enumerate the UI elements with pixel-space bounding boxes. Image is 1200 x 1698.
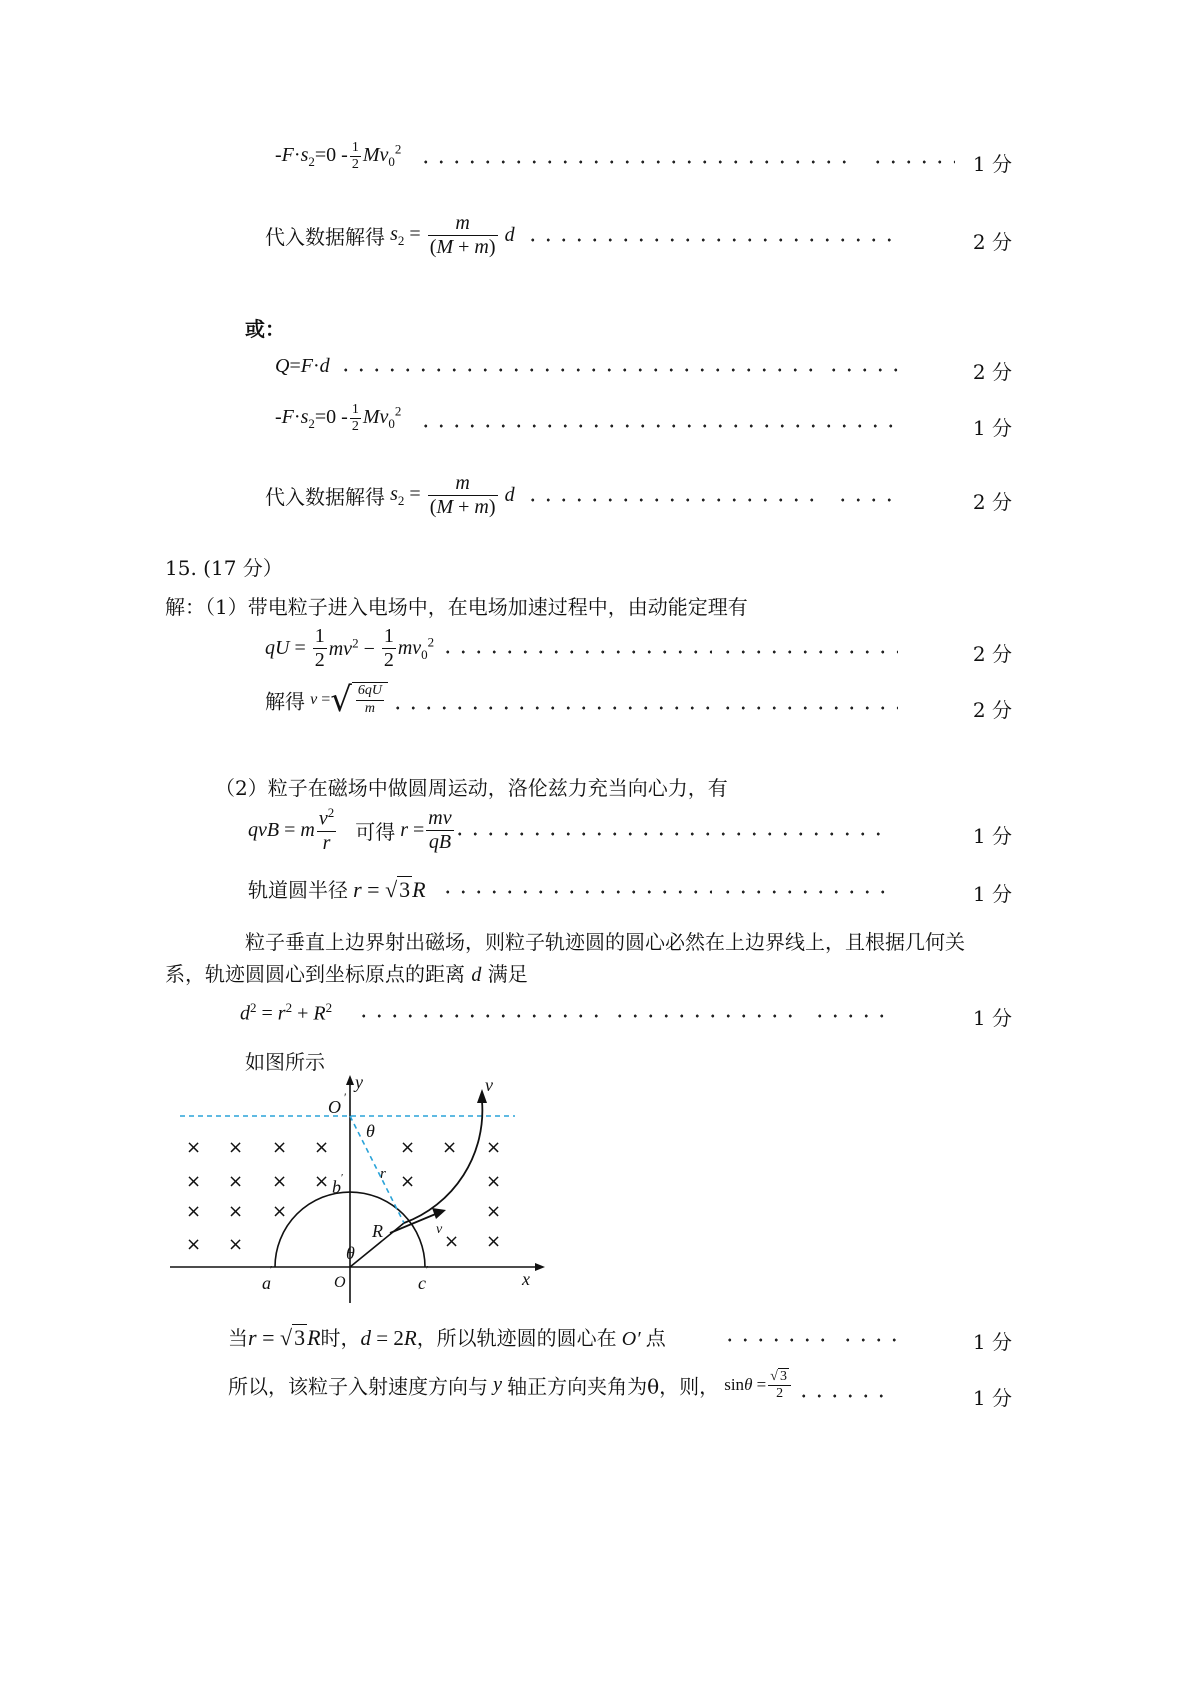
score-label: 1 分 [972,1386,1012,1410]
equation-velocity: 解得 v =√ $\frac{6qU}{m}$ [265,680,388,720]
label-y: y [355,1075,363,1092]
equation-lorentz: qvB = m $\frac{v^2}{r}$ 可得 r = $\frac{mv}{qB}$ [248,805,452,854]
cross: × [272,1137,288,1158]
conclusion-line-1: 当r = √3R时，d = 2R，所以轨迹圆的圆心在 O′ 点 [228,1325,666,1350]
leader-dots [835,498,897,502]
equation-s2-result-1: 代入数据解得 $s_2$ = $\frac{m}{(M + m)}$ d [265,212,515,258]
leader-dots [390,706,712,710]
equation-kinetic-energy: qU = $\frac{1}{2}$ $mv^2$ − $\frac{1}{2}$ $mv_0^2$ [265,625,435,671]
leader-dots [720,890,890,894]
leader-dots [840,1338,896,1342]
y-axis-arrow [346,1075,354,1085]
score-label: 1 分 [972,1006,1012,1030]
lead-text: 解得 [265,689,305,714]
trajectory-arc [404,1101,482,1223]
paragraph-line-1: 粒子垂直上边界射出磁场，则粒子轨迹圆的圆心必然在上边界线上，且根据几何关 [245,930,965,954]
velocity-arrow [390,1213,438,1233]
magnetic-field-figure [160,1075,560,1305]
label-O: O [334,1274,346,1291]
equation-work-energy-1: $-F\cdot s_2=0$ - $\frac{1}{2}$ $Mv_0^2$ [275,140,402,173]
cross: × [186,1171,202,1192]
leader-dots [338,368,816,372]
cross: × [486,1137,502,1158]
label-b: b [332,1177,341,1197]
equation-heat: Q=F·d [275,355,330,377]
solution-part1-intro: 解：（1）带电粒子进入电场中，在电场加速过程中，由动能定理有 [165,595,748,619]
cross: × [486,1231,502,1252]
leader-dots [440,890,712,894]
score-label: 2 分 [972,490,1012,514]
leader-dots [440,650,712,654]
lead-text: 轨道圆半径 [248,878,348,902]
leader-dots [720,706,898,710]
score-label: 1 分 [972,152,1012,176]
prime-mark: ′ [270,1264,273,1276]
question-number: 15. (17 分） [165,556,283,580]
score-label: 2 分 [972,230,1012,254]
prime-mark: ′ [341,1172,344,1184]
cross: × [314,1171,330,1192]
prime-mark: ′ [344,1090,347,1104]
cross: × [228,1234,244,1255]
cross: × [486,1201,502,1222]
leader-dots [418,160,858,164]
score-label: 1 分 [972,882,1012,906]
prime-mark: ′ [426,1264,429,1276]
cross: × [314,1137,330,1158]
leader-dots [870,160,955,164]
cross: × [228,1171,244,1192]
cross: × [442,1137,458,1158]
leader-dots [720,650,898,654]
leader-dots [612,1014,802,1018]
label-theta-bottom: θ [346,1243,355,1263]
x-axis-arrow [535,1263,545,1271]
score-label: 2 分 [972,642,1012,666]
cross: × [186,1137,202,1158]
leader-dots [722,1338,834,1342]
mid-text: 可得 [355,821,396,844]
field-crosses [186,1137,501,1255]
label-O-prime: O [328,1097,341,1117]
leader-dots [826,368,898,372]
paragraph-line-2: 系，轨迹圆圆心到坐标原点的距离 d 满足 [165,962,528,986]
score-label: 2 分 [972,698,1012,722]
cross: × [272,1201,288,1222]
label-v-mid: v [436,1222,443,1237]
cross: × [486,1171,502,1192]
score-label: 2 分 [972,360,1012,384]
cross: × [186,1201,202,1222]
leader-dots [525,498,825,502]
leader-dots [452,832,892,836]
velocity-arrowhead [432,1208,446,1219]
cross: × [444,1231,460,1252]
lead-text: 代入数据解得 [265,485,385,509]
equation-work-energy-2: $-F\cdot s_2=0$ - $\frac{1}{2}$ $Mv_0^2$ [275,402,402,435]
cross: × [400,1171,416,1192]
solution-part2-intro: （2）粒子在磁场中做圆周运动，洛伦兹力充当向心力，有 [215,776,728,800]
score-label: 1 分 [972,1330,1012,1354]
leader-dots [525,238,895,242]
score-label: 1 分 [972,824,1012,848]
leader-dots [812,1014,890,1018]
label-a: a [262,1273,271,1293]
lead-text: 代入数据解得 [265,225,385,249]
equation-geometry: $d^2 = r^2 + R^2$ [240,1000,333,1025]
equation-radius: 轨道圆半径 r = √3R [248,877,426,902]
cross: × [400,1137,416,1158]
leader-dots [418,424,898,428]
label-r: r [380,1166,386,1182]
equation-s2-result-2: 代入数据解得 $s_2$ = $\frac{m}{(M + m)}$ d [265,472,515,518]
cross: × [186,1234,202,1255]
label-theta-top: θ [366,1121,375,1141]
label-R: R [372,1221,383,1241]
leader-dots [796,1394,888,1398]
conclusion-line-2: 所以，该粒子入射速度方向与 y 轴正方向夹角为θ，则， sinθ = $\frac{√ 3}{2}$ [228,1368,793,1402]
label-x: x [522,1269,530,1289]
label-c: c [418,1273,426,1293]
figure-caption: 如图所示 [245,1050,325,1074]
leader-dots [356,1014,602,1018]
label-v-top: v [485,1075,493,1095]
score-label: 1 分 [972,416,1012,440]
cross: × [228,1201,244,1222]
alternative-label: 或： [245,317,285,341]
cross: × [272,1171,288,1192]
cross: × [228,1137,244,1158]
trajectory-radius-line [350,1116,404,1223]
